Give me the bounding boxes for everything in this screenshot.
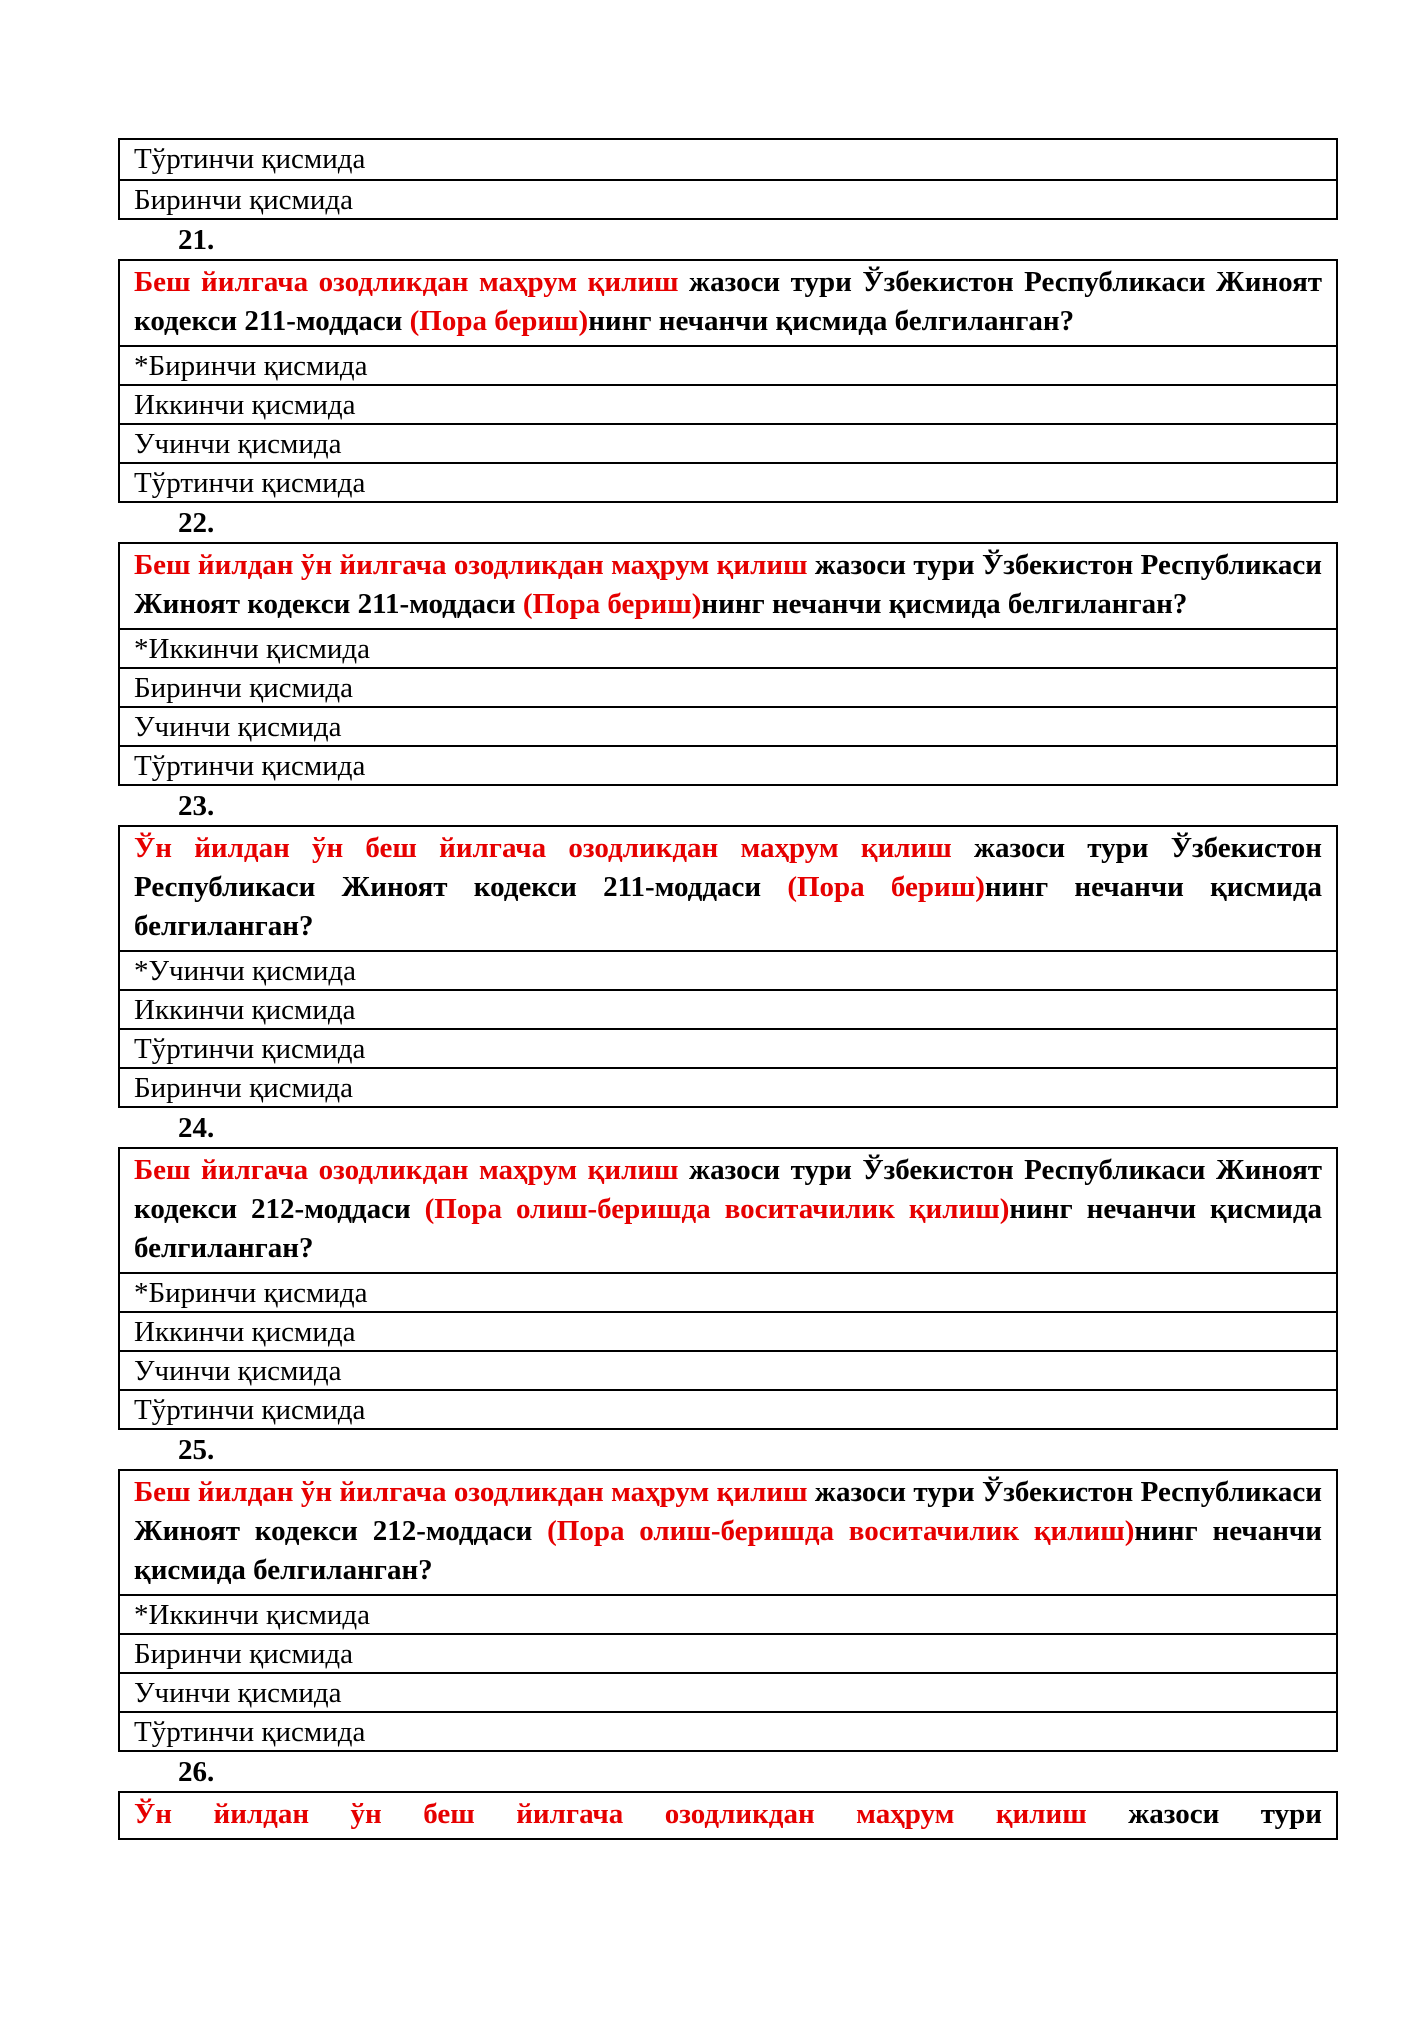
correct-answer-option: *Иккинчи қисмида (120, 628, 1336, 667)
question-text (120, 1471, 1336, 1594)
previous-question-options (118, 138, 1338, 220)
document-page (118, 138, 1338, 1840)
highlighted-text: (Пора олиш-беришда воситачилик қилиш) (547, 1515, 1135, 1547)
answer-option: Тўртинчи қисмида (120, 1028, 1336, 1067)
answer-option: Учинчи қисмида (120, 1350, 1336, 1389)
questions-list (118, 220, 1338, 1840)
correct-answer-option: *Биринчи қисмида (120, 345, 1336, 384)
highlighted-text: Беш йилгача озодликдан маҳрум қилиш (134, 1154, 679, 1186)
question-number: 21. (178, 224, 215, 256)
question-number: 22. (178, 507, 215, 539)
answer-option: Биринчи қисмида (120, 667, 1336, 706)
question-block (118, 1791, 1338, 1840)
answer-option: Тўртинчи қисмида (120, 1711, 1336, 1750)
answer-option: Учинчи қисмида (120, 423, 1336, 462)
question-text-segment: нинг нечанчи қисмида белгиланган? (701, 588, 1188, 620)
question-text-segment: нинг нечанчи қисмида белгиланган? (134, 1193, 1322, 1264)
question-text-segment: нинг нечанчи қисмида белгиланган? (588, 305, 1075, 337)
question-text-segment: жазоси тури Ўзбекистон Республикаси Жиноят кодекси 212-моддаси (134, 1154, 1322, 1225)
question-text (120, 544, 1336, 628)
question-text-segment: жазоси тури Ўзбекистон Республикаси Жиноят кодекси 211-моддаси (134, 832, 1322, 903)
highlighted-text: Беш йилдан ўн йилгача озодликдан маҳрум қилиш (134, 549, 808, 581)
question-text (120, 1793, 1336, 1838)
highlighted-text: (Пора бериш) (522, 588, 702, 620)
answer-option: Иккинчи қисмида (120, 989, 1336, 1028)
question-block (118, 825, 1338, 1108)
question-block (118, 542, 1338, 786)
highlighted-text: Беш йилдан ўн йилгача озодликдан маҳрум қилиш (134, 1476, 808, 1508)
answer-option: Биринчи қисмида (120, 179, 1336, 218)
answer-option: Иккинчи қисмида (120, 384, 1336, 423)
question-text-segment: жазоси тури Ўзбекистон Республикаси Жиноят кодекси 212-моддаси (134, 1476, 1322, 1547)
answer-option: Учинчи қисмида (120, 1672, 1336, 1711)
question-number: 25. (178, 1434, 215, 1466)
answer-option: Учинчи қисмида (120, 706, 1336, 745)
answer-option: Биринчи қисмида (120, 1633, 1336, 1672)
highlighted-text: (Пора бериш) (409, 305, 589, 337)
question-text (120, 261, 1336, 345)
question-number: 26. (178, 1756, 215, 1788)
question-text-segment: жазоси тури Ўзбекистон Республикаси Жиноят кодекси 211-моддаси (134, 266, 1322, 337)
question-block (118, 1469, 1338, 1752)
question-block (118, 1147, 1338, 1430)
answer-option: Тўртинчи қисмида (120, 1389, 1336, 1428)
question-text (120, 827, 1336, 950)
answer-option: Тўртинчи қисмида (120, 745, 1336, 784)
highlighted-text: (Пора олиш-беришда воситачилик қилиш) (424, 1193, 1010, 1225)
correct-answer-option: *Учинчи қисмида (120, 950, 1336, 989)
answer-option: Тўртинчи қисмида (134, 143, 366, 175)
question-text-segment: нинг нечанчи қисмида белгиланган? (134, 1515, 1322, 1586)
question-number: 23. (178, 790, 215, 822)
answer-option: Тўртинчи қисмида (120, 462, 1336, 501)
question-text (120, 1149, 1336, 1272)
question-block (118, 259, 1338, 503)
answer-option: Биринчи қисмида (120, 1067, 1336, 1106)
highlighted-text: Ўн йилдан ўн беш йилгача озодликдан маҳрум қилиш (134, 1798, 1087, 1830)
highlighted-text: Ўн йилдан ўн беш йилгача озодликдан маҳрум қилиш (134, 832, 952, 864)
question-text-segment: жазоси тури (1086, 1798, 1323, 1830)
correct-answer-option: *Иккинчи қисмида (120, 1594, 1336, 1633)
correct-answer-option: *Биринчи қисмида (120, 1272, 1336, 1311)
answer-option: Иккинчи қисмида (120, 1311, 1336, 1350)
highlighted-text: (Пора бериш) (787, 871, 985, 903)
question-number: 24. (178, 1112, 215, 1144)
question-text-segment: нинг нечанчи қисмида белгиланган? (134, 871, 1322, 942)
question-text-segment: жазоси тури Ўзбекистон Республикаси Жиноят кодекси 211-моддаси (134, 549, 1322, 620)
highlighted-text: Беш йилгача озодликдан маҳрум қилиш (134, 266, 679, 298)
